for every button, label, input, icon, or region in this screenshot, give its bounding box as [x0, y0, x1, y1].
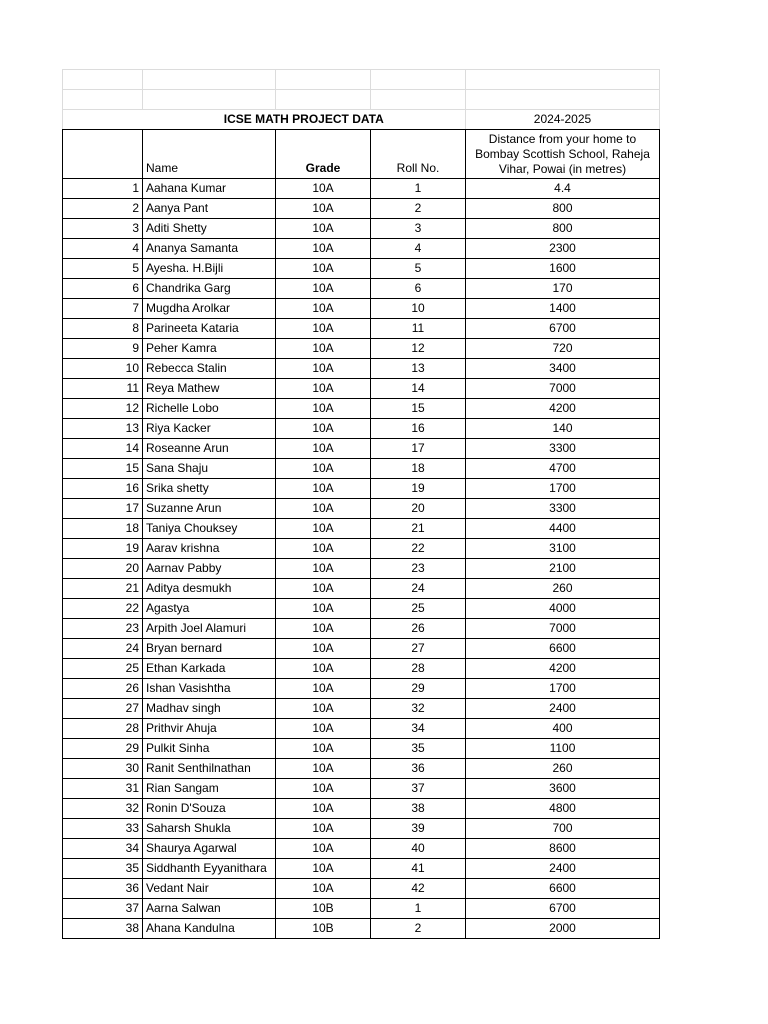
- roll-cell[interactable]: 14: [371, 379, 466, 399]
- serial-cell[interactable]: 18: [63, 519, 143, 539]
- distance-cell[interactable]: 4000: [466, 599, 660, 619]
- serial-cell[interactable]: 8: [63, 319, 143, 339]
- table-row: [63, 419, 660, 439]
- serial-cell[interactable]: 6: [63, 279, 143, 299]
- serial-cell[interactable]: 26: [63, 679, 143, 699]
- table-row: [63, 379, 660, 399]
- name-cell[interactable]: Ishan Vasishtha: [143, 679, 276, 699]
- distance-cell[interactable]: 800: [466, 199, 660, 219]
- name-cell[interactable]: Aarav krishna: [143, 539, 276, 559]
- roll-cell[interactable]: 2: [371, 919, 466, 939]
- roll-cell[interactable]: 28: [371, 659, 466, 679]
- grade-cell[interactable]: 10A: [276, 399, 371, 419]
- distance-cell[interactable]: 260: [466, 579, 660, 599]
- table-row: [63, 899, 660, 919]
- roll-cell[interactable]: 17: [371, 439, 466, 459]
- distance-cell[interactable]: 2400: [466, 699, 660, 719]
- roll-cell[interactable]: 6: [371, 279, 466, 299]
- roll-cell[interactable]: 15: [371, 399, 466, 419]
- table-row: [63, 839, 660, 859]
- name-cell[interactable]: Rebecca Stalin: [143, 359, 276, 379]
- distance-cell[interactable]: 1400: [466, 299, 660, 319]
- distance-cell[interactable]: 3300: [466, 439, 660, 459]
- grade-cell[interactable]: 10A: [276, 859, 371, 879]
- grade-cell[interactable]: 10A: [276, 659, 371, 679]
- roll-cell[interactable]: 3: [371, 219, 466, 239]
- roll-cell[interactable]: 1: [371, 899, 466, 919]
- distance-cell[interactable]: 4200: [466, 659, 660, 679]
- grade-cell[interactable]: 10A: [276, 779, 371, 799]
- roll-cell[interactable]: 4: [371, 239, 466, 259]
- name-cell[interactable]: Ethan Karkada: [143, 659, 276, 679]
- distance-cell[interactable]: 720: [466, 339, 660, 359]
- roll-cell[interactable]: 26: [371, 619, 466, 639]
- distance-cell[interactable]: 260: [466, 759, 660, 779]
- grade-cell[interactable]: 10A: [276, 539, 371, 559]
- sheet-title[interactable]: ICSE MATH PROJECT DATA: [143, 110, 466, 130]
- roll-cell[interactable]: 42: [371, 879, 466, 899]
- table-row: [63, 199, 660, 219]
- grade-cell[interactable]: 10A: [276, 259, 371, 279]
- table-row: [63, 819, 660, 839]
- grade-cell[interactable]: 10A: [276, 239, 371, 259]
- serial-cell[interactable]: 19: [63, 539, 143, 559]
- grade-cell[interactable]: 10A: [276, 219, 371, 239]
- header-distance[interactable]: Distance from your home to Bombay Scottish School, Raheja Vihar, Powai (in metres): [466, 130, 660, 179]
- distance-cell[interactable]: 400: [466, 719, 660, 739]
- name-cell[interactable]: Prithvir Ahuja: [143, 719, 276, 739]
- name-cell[interactable]: Siddhanth Eyyanithara: [143, 859, 276, 879]
- serial-cell[interactable]: 25: [63, 659, 143, 679]
- serial-cell[interactable]: 16: [63, 479, 143, 499]
- name-cell[interactable]: Rian Sangam: [143, 779, 276, 799]
- table-row: [63, 539, 660, 559]
- table-row: [63, 659, 660, 679]
- grade-cell[interactable]: 10B: [276, 919, 371, 939]
- table-row: [63, 779, 660, 799]
- table-row: [63, 459, 660, 479]
- serial-cell[interactable]: 3: [63, 219, 143, 239]
- roll-cell[interactable]: 41: [371, 859, 466, 879]
- grade-cell[interactable]: 10A: [276, 739, 371, 759]
- name-cell[interactable]: Suzanne Arun: [143, 499, 276, 519]
- roll-cell[interactable]: 34: [371, 719, 466, 739]
- distance-cell[interactable]: 4200: [466, 399, 660, 419]
- name-cell[interactable]: Arpith Joel Alamuri: [143, 619, 276, 639]
- distance-cell[interactable]: 2000: [466, 919, 660, 939]
- grade-cell[interactable]: 10A: [276, 699, 371, 719]
- distance-cell[interactable]: 3400: [466, 359, 660, 379]
- distance-cell[interactable]: 6600: [466, 639, 660, 659]
- grade-cell[interactable]: 10A: [276, 799, 371, 819]
- serial-cell[interactable]: 34: [63, 839, 143, 859]
- roll-cell[interactable]: 35: [371, 739, 466, 759]
- table-row: [63, 599, 660, 619]
- header-roll[interactable]: Roll No.: [371, 130, 466, 179]
- distance-cell[interactable]: 170: [466, 279, 660, 299]
- name-cell[interactable]: Ranit Senthilnathan: [143, 759, 276, 779]
- name-cell[interactable]: Taniya Chouksey: [143, 519, 276, 539]
- roll-cell[interactable]: 23: [371, 559, 466, 579]
- table-row: [63, 359, 660, 379]
- distance-cell[interactable]: 8600: [466, 839, 660, 859]
- grade-cell[interactable]: 10A: [276, 819, 371, 839]
- grade-cell[interactable]: 10A: [276, 319, 371, 339]
- name-cell[interactable]: Ronin D'Souza: [143, 799, 276, 819]
- distance-cell[interactable]: 140: [466, 419, 660, 439]
- roll-cell[interactable]: 38: [371, 799, 466, 819]
- table-row: [63, 499, 660, 519]
- grade-cell[interactable]: 10A: [276, 599, 371, 619]
- table-row: [63, 299, 660, 319]
- grade-cell[interactable]: 10A: [276, 879, 371, 899]
- table-row: [63, 919, 660, 939]
- grade-cell[interactable]: 10A: [276, 499, 371, 519]
- roll-cell[interactable]: 25: [371, 599, 466, 619]
- name-cell[interactable]: Aditya desmukh: [143, 579, 276, 599]
- name-cell[interactable]: Ayesha. H.Bijli: [143, 259, 276, 279]
- table-row: [63, 339, 660, 359]
- grade-cell[interactable]: 10A: [276, 719, 371, 739]
- name-cell[interactable]: Aarna Salwan: [143, 899, 276, 919]
- serial-cell[interactable]: 36: [63, 879, 143, 899]
- distance-cell[interactable]: 1700: [466, 479, 660, 499]
- distance-cell[interactable]: 1100: [466, 739, 660, 759]
- name-cell[interactable]: Ananya Samanta: [143, 239, 276, 259]
- table-row: [63, 259, 660, 279]
- name-cell[interactable]: Ahana Kandulna: [143, 919, 276, 939]
- table-row: [63, 479, 660, 499]
- table-row: [63, 739, 660, 759]
- serial-cell[interactable]: 15: [63, 459, 143, 479]
- serial-cell[interactable]: 33: [63, 819, 143, 839]
- name-cell[interactable]: Parineeta Kataria: [143, 319, 276, 339]
- distance-cell[interactable]: 3600: [466, 779, 660, 799]
- name-cell[interactable]: Srika shetty: [143, 479, 276, 499]
- header-row: [63, 130, 660, 179]
- serial-cell[interactable]: 35: [63, 859, 143, 879]
- name-cell[interactable]: Aditi Shetty: [143, 219, 276, 239]
- grade-cell[interactable]: 10A: [276, 519, 371, 539]
- grade-cell[interactable]: 10A: [276, 679, 371, 699]
- roll-cell[interactable]: 27: [371, 639, 466, 659]
- table-row: [63, 399, 660, 419]
- serial-cell[interactable]: 37: [63, 899, 143, 919]
- table-row: [63, 639, 660, 659]
- header-serial[interactable]: [63, 130, 143, 179]
- roll-cell[interactable]: 32: [371, 699, 466, 719]
- serial-cell[interactable]: 7: [63, 299, 143, 319]
- name-cell[interactable]: Saharsh Shukla: [143, 819, 276, 839]
- header-name[interactable]: Name: [143, 130, 276, 179]
- grade-cell[interactable]: 10A: [276, 619, 371, 639]
- roll-cell[interactable]: 19: [371, 479, 466, 499]
- roll-cell[interactable]: 11: [371, 319, 466, 339]
- name-cell[interactable]: Agastya: [143, 599, 276, 619]
- serial-cell[interactable]: 2: [63, 199, 143, 219]
- grade-cell[interactable]: 10A: [276, 439, 371, 459]
- grade-cell[interactable]: 10A: [276, 579, 371, 599]
- roll-cell[interactable]: 29: [371, 679, 466, 699]
- serial-cell[interactable]: 21: [63, 579, 143, 599]
- name-cell[interactable]: Shaurya Agarwal: [143, 839, 276, 859]
- grade-cell[interactable]: 10A: [276, 459, 371, 479]
- table-row: [63, 579, 660, 599]
- distance-cell[interactable]: 3100: [466, 539, 660, 559]
- distance-cell[interactable]: 2300: [466, 239, 660, 259]
- table-row: [63, 619, 660, 639]
- serial-cell[interactable]: 11: [63, 379, 143, 399]
- roll-cell[interactable]: 5: [371, 259, 466, 279]
- distance-cell[interactable]: 700: [466, 819, 660, 839]
- grade-cell[interactable]: 10A: [276, 419, 371, 439]
- serial-cell[interactable]: 30: [63, 759, 143, 779]
- roll-cell[interactable]: 20: [371, 499, 466, 519]
- roll-cell[interactable]: 36: [371, 759, 466, 779]
- distance-cell[interactable]: 3300: [466, 499, 660, 519]
- table-row: [63, 719, 660, 739]
- serial-cell[interactable]: 17: [63, 499, 143, 519]
- grade-cell[interactable]: 10A: [276, 339, 371, 359]
- title-row: [63, 110, 660, 130]
- serial-cell[interactable]: 1: [63, 179, 143, 199]
- academic-year[interactable]: 2024-2025: [466, 110, 660, 130]
- distance-cell[interactable]: 4400: [466, 519, 660, 539]
- grade-cell[interactable]: 10A: [276, 179, 371, 199]
- table-row: [63, 519, 660, 539]
- table-row: [63, 559, 660, 579]
- name-cell[interactable]: Madhav singh: [143, 699, 276, 719]
- grade-cell[interactable]: 10A: [276, 379, 371, 399]
- table-row: [63, 859, 660, 879]
- grade-cell[interactable]: 10A: [276, 199, 371, 219]
- table-row: [63, 699, 660, 719]
- roll-cell[interactable]: 18: [371, 459, 466, 479]
- serial-cell[interactable]: 22: [63, 599, 143, 619]
- empty-row: [63, 70, 660, 90]
- table-row: [63, 179, 660, 199]
- roll-cell[interactable]: 40: [371, 839, 466, 859]
- distance-cell[interactable]: 6700: [466, 899, 660, 919]
- name-cell[interactable]: Aarnav Pabby: [143, 559, 276, 579]
- name-cell[interactable]: Richelle Lobo: [143, 399, 276, 419]
- distance-cell[interactable]: 7000: [466, 619, 660, 639]
- name-cell[interactable]: Roseanne Arun: [143, 439, 276, 459]
- serial-cell[interactable]: 28: [63, 719, 143, 739]
- roll-cell[interactable]: 39: [371, 819, 466, 839]
- name-cell[interactable]: Chandrika Garg: [143, 279, 276, 299]
- spreadsheet: [62, 69, 659, 939]
- name-cell[interactable]: Mugdha Arolkar: [143, 299, 276, 319]
- table-row: [63, 319, 660, 339]
- serial-cell[interactable]: 31: [63, 779, 143, 799]
- table-row: [63, 219, 660, 239]
- grade-cell[interactable]: 10A: [276, 759, 371, 779]
- grade-cell[interactable]: 10A: [276, 559, 371, 579]
- grade-cell[interactable]: 10A: [276, 639, 371, 659]
- distance-cell[interactable]: 1700: [466, 679, 660, 699]
- grade-cell[interactable]: 10A: [276, 359, 371, 379]
- serial-cell[interactable]: 29: [63, 739, 143, 759]
- table-row: [63, 799, 660, 819]
- roll-cell[interactable]: 12: [371, 339, 466, 359]
- grade-cell[interactable]: 10B: [276, 899, 371, 919]
- distance-cell[interactable]: 2400: [466, 859, 660, 879]
- table-row: [63, 759, 660, 779]
- distance-cell[interactable]: 800: [466, 219, 660, 239]
- distance-cell[interactable]: 2100: [466, 559, 660, 579]
- serial-cell[interactable]: 23: [63, 619, 143, 639]
- name-cell[interactable]: Pulkit Sinha: [143, 739, 276, 759]
- serial-cell[interactable]: 9: [63, 339, 143, 359]
- table-row: [63, 879, 660, 899]
- name-cell[interactable]: Reya Mathew: [143, 379, 276, 399]
- table-row: [63, 239, 660, 259]
- distance-cell[interactable]: 7000: [466, 379, 660, 399]
- grade-cell[interactable]: 10A: [276, 479, 371, 499]
- table-row: [63, 439, 660, 459]
- table-row: [63, 279, 660, 299]
- name-cell[interactable]: Peher Kamra: [143, 339, 276, 359]
- name-cell[interactable]: Vedant Nair: [143, 879, 276, 899]
- serial-cell[interactable]: 32: [63, 799, 143, 819]
- serial-cell[interactable]: 20: [63, 559, 143, 579]
- name-cell[interactable]: Aahana Kumar: [143, 179, 276, 199]
- serial-cell[interactable]: 5: [63, 259, 143, 279]
- distance-cell[interactable]: 4800: [466, 799, 660, 819]
- distance-cell[interactable]: 6700: [466, 319, 660, 339]
- roll-cell[interactable]: 22: [371, 539, 466, 559]
- roll-cell[interactable]: 37: [371, 779, 466, 799]
- grade-cell[interactable]: 10A: [276, 299, 371, 319]
- distance-cell[interactable]: 1600: [466, 259, 660, 279]
- name-cell[interactable]: Bryan bernard: [143, 639, 276, 659]
- serial-cell[interactable]: 12: [63, 399, 143, 419]
- name-cell[interactable]: Riya Kacker: [143, 419, 276, 439]
- header-grade[interactable]: Grade: [276, 130, 371, 179]
- serial-cell[interactable]: 24: [63, 639, 143, 659]
- serial-cell[interactable]: 38: [63, 919, 143, 939]
- distance-cell[interactable]: 4.4: [466, 179, 660, 199]
- roll-cell[interactable]: 21: [371, 519, 466, 539]
- table-row: [63, 679, 660, 699]
- name-cell[interactable]: Aanya Pant: [143, 199, 276, 219]
- data-table: [62, 69, 660, 939]
- roll-cell[interactable]: 13: [371, 359, 466, 379]
- empty-row: [63, 90, 660, 110]
- roll-cell[interactable]: 1: [371, 179, 466, 199]
- serial-cell[interactable]: 10: [63, 359, 143, 379]
- roll-cell[interactable]: 16: [371, 419, 466, 439]
- roll-cell[interactable]: 24: [371, 579, 466, 599]
- roll-cell[interactable]: 10: [371, 299, 466, 319]
- roll-cell[interactable]: 2: [371, 199, 466, 219]
- serial-cell[interactable]: 13: [63, 419, 143, 439]
- distance-cell[interactable]: 4700: [466, 459, 660, 479]
- grade-cell[interactable]: 10A: [276, 839, 371, 859]
- name-cell[interactable]: Sana Shaju: [143, 459, 276, 479]
- grade-cell[interactable]: 10A: [276, 279, 371, 299]
- serial-cell[interactable]: 4: [63, 239, 143, 259]
- serial-cell[interactable]: 27: [63, 699, 143, 719]
- distance-cell[interactable]: 6600: [466, 879, 660, 899]
- serial-cell[interactable]: 14: [63, 439, 143, 459]
